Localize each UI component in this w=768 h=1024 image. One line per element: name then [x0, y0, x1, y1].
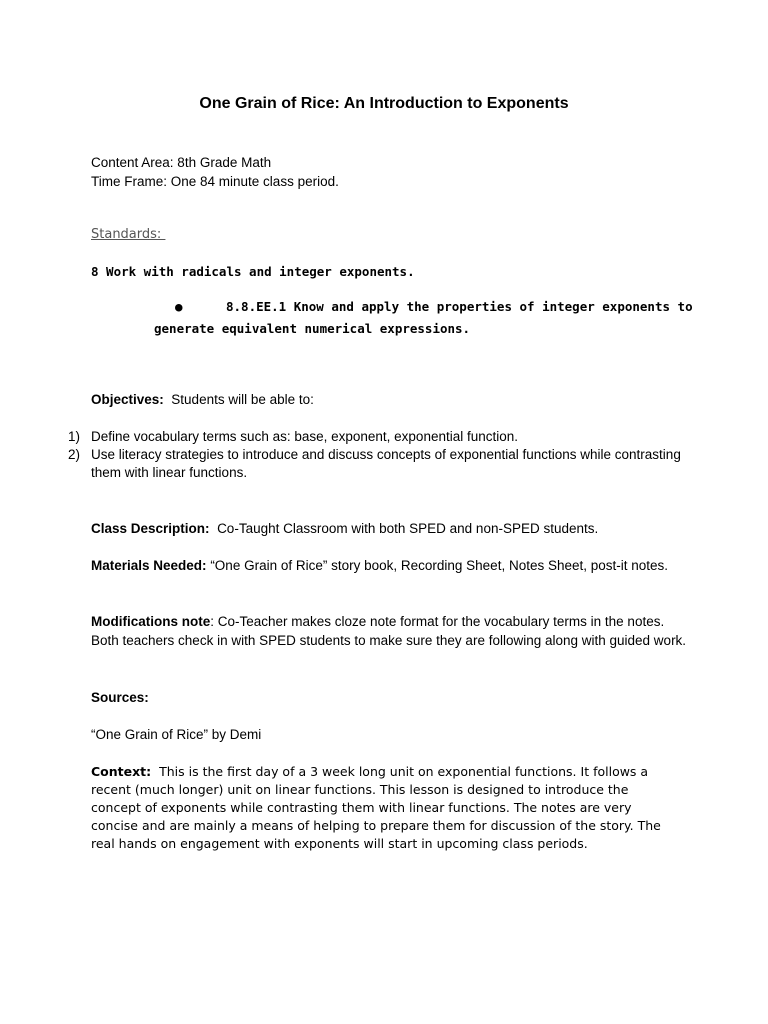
standard-item-line2: generate equivalent numerical expressions. — [154, 321, 471, 336]
sources-label: Sources: — [91, 690, 149, 705]
class-description-text: Co-Taught Classroom with both SPED and non-SPED students. — [217, 521, 599, 536]
standards-heading: 8 Work with radicals and integer exponents. — [91, 264, 415, 279]
objectives-section — [91, 390, 691, 409]
materials-section — [91, 556, 691, 575]
list-number: 1) — [68, 429, 81, 444]
context-section — [91, 763, 681, 853]
standards-label: Standards: — [91, 227, 166, 242]
materials-label: Materials Needed: — [91, 558, 207, 573]
objectives-text: Students will be able to: — [171, 392, 314, 407]
standard-item-line1: 8.8.EE.1 Know and apply the properties of integer exponents to — [226, 299, 693, 314]
sources-text: “One Grain of Rice” by Demi — [91, 727, 262, 742]
modifications-label: Modifications note — [91, 614, 211, 629]
content-area: Content Area: 8th Grade Math — [91, 155, 272, 170]
bullet-icon: ● — [175, 299, 183, 314]
list-text: Define vocabulary terms such as: base, exponent, exponential function. — [91, 429, 519, 444]
context-text: This is the first day of a 3 week long unit on exponential functions. It follows a recent (much longer) unit on linear functions. This lesson is designed to introduce the concept of exponents while contrasting them with linear functions. The notes are very concise and are mainly a means of helping to prepare them for discussion of the story. The real hands on engagement with exponents will start in upcoming class periods. — [91, 764, 661, 851]
sources-label-row — [91, 688, 691, 707]
modifications-section — [91, 612, 691, 650]
document-title: One Grain of Rice: An Introduction to Exponents — [199, 95, 569, 112]
list-item — [68, 428, 688, 446]
objectives-list — [68, 428, 688, 482]
materials-text: “One Grain of Rice” story book, Recording Sheet, Notes Sheet, post-it notes. — [210, 558, 669, 573]
list-number: 2) — [68, 447, 81, 462]
time-frame: Time Frame: One 84 minute class period. — [91, 174, 339, 189]
list-item — [68, 446, 688, 482]
list-text: Use literacy strategies to introduce and discuss concepts of exponential functions while contrasting them with linear functions. — [91, 447, 681, 480]
modifications-text: : Co-Teacher makes cloze note format for the vocabulary terms in the notes. Both teachers check in with SPED students to make sure they are following along with guided work. — [91, 614, 687, 648]
context-label: Context: — [91, 764, 152, 779]
objectives-label: Objectives: — [91, 392, 164, 407]
class-description-section — [91, 519, 691, 538]
class-description-label: Class Description: — [91, 521, 210, 536]
